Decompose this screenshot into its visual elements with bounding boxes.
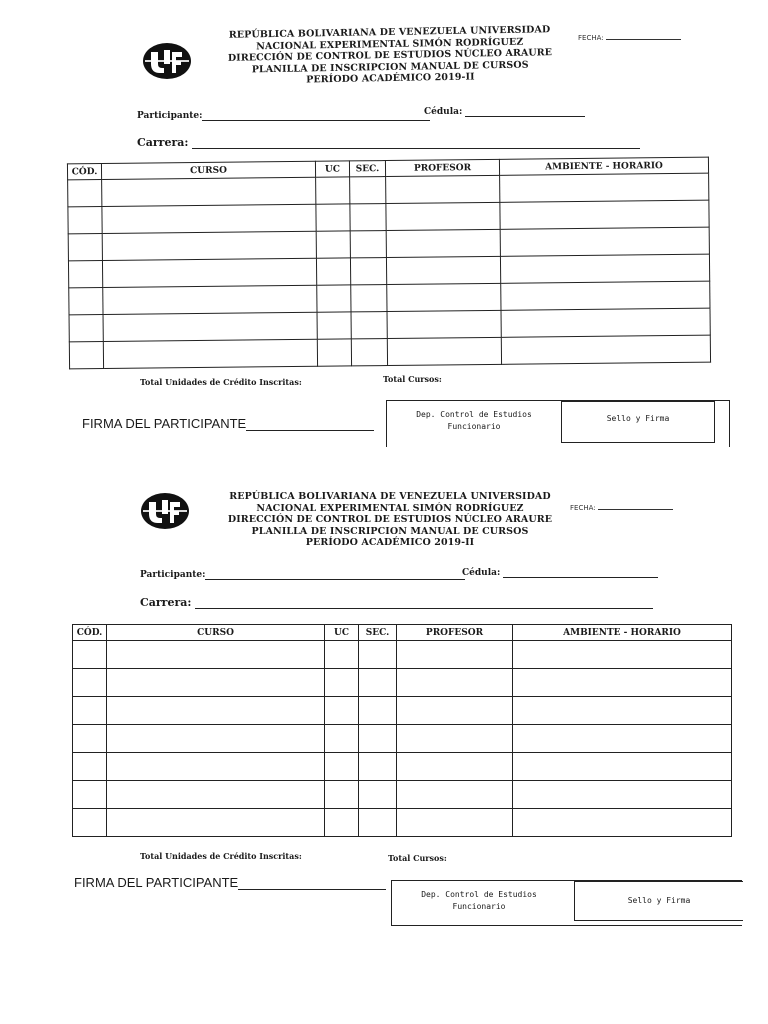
table-cell[interactable] xyxy=(397,809,513,837)
total-uc-label: Total Unidades de Crédito Inscritas: xyxy=(140,851,302,861)
table-cell[interactable] xyxy=(386,256,500,284)
dep-line-1: Dep. Control de Estudios xyxy=(421,890,537,899)
table-cell[interactable] xyxy=(68,207,102,234)
table-row xyxy=(73,641,732,669)
table-cell[interactable] xyxy=(359,809,397,837)
table-cell[interactable] xyxy=(500,227,709,256)
table-cell[interactable] xyxy=(387,310,501,338)
table-cell[interactable] xyxy=(103,339,317,368)
table-row xyxy=(73,753,732,781)
table-cell[interactable] xyxy=(102,258,316,287)
header-line-4: PLANILLA DE INSCRIPCION MANUAL DE CURSOS xyxy=(251,59,529,75)
table-cell[interactable] xyxy=(501,335,710,364)
table-cell[interactable] xyxy=(500,254,709,283)
table-cell[interactable] xyxy=(325,725,359,753)
fecha-label: FECHA: xyxy=(570,504,596,512)
participante-field[interactable] xyxy=(137,111,430,121)
header-line-2: NACIONAL EXPERIMENTAL SIMÓN RODRÍGUEZ xyxy=(256,36,524,52)
table-cell[interactable] xyxy=(73,725,107,753)
table-cell[interactable] xyxy=(73,697,107,725)
table-cell[interactable] xyxy=(386,202,500,230)
table-cell[interactable] xyxy=(316,204,350,231)
table-cell[interactable] xyxy=(359,725,397,753)
carrera-label: Carrera: xyxy=(140,596,192,609)
table-cell[interactable] xyxy=(316,177,350,204)
unesr-logo xyxy=(142,42,192,80)
sello-firma-box[interactable]: Sello y Firma xyxy=(574,881,743,921)
col-ambiente-horario: AMBIENTE - HORARIO xyxy=(499,157,708,175)
dep-control-estudios xyxy=(392,881,566,925)
dep-line-2: Funcionario xyxy=(447,422,501,431)
table-cell[interactable] xyxy=(513,697,732,725)
col-uc: UC xyxy=(315,161,349,177)
table-cell[interactable] xyxy=(397,725,513,753)
table-cell[interactable] xyxy=(513,641,732,669)
table-cell[interactable] xyxy=(316,231,350,258)
fecha-field[interactable] xyxy=(578,34,681,42)
header-line-5: PERÍODO ACADÉMICO 2019-II xyxy=(306,71,475,86)
firma-participante[interactable] xyxy=(82,416,374,431)
table-cell[interactable] xyxy=(359,753,397,781)
table-cell[interactable] xyxy=(69,341,103,368)
col-sec: SEC. xyxy=(349,161,385,177)
table-cell[interactable] xyxy=(325,697,359,725)
cedula-blank[interactable] xyxy=(503,577,658,578)
table-cell[interactable] xyxy=(397,781,513,809)
table-cell[interactable] xyxy=(103,285,317,314)
dep-control-estudios xyxy=(387,401,561,447)
table-cell[interactable] xyxy=(513,809,732,837)
table-cell[interactable] xyxy=(386,175,500,203)
participante-blank[interactable] xyxy=(205,579,465,580)
table-cell[interactable] xyxy=(317,339,351,366)
table-cell[interactable] xyxy=(501,281,710,310)
carrera-blank[interactable] xyxy=(192,148,640,149)
table-cell[interactable] xyxy=(107,669,325,697)
table-cell[interactable] xyxy=(359,669,397,697)
table-cell[interactable] xyxy=(69,314,103,341)
table-cell[interactable] xyxy=(351,339,387,366)
table-row xyxy=(69,335,710,369)
table-cell[interactable] xyxy=(397,753,513,781)
form-header xyxy=(205,24,576,88)
courses-table xyxy=(72,624,732,837)
firma-blank[interactable] xyxy=(238,889,386,890)
registration-form-1 xyxy=(0,0,768,470)
participante-field[interactable] xyxy=(140,570,465,580)
form-header xyxy=(205,491,575,549)
table-row xyxy=(73,809,732,837)
courses-table xyxy=(67,157,711,370)
control-estudios-box xyxy=(386,400,730,447)
cedula-blank[interactable] xyxy=(465,116,585,117)
table-row xyxy=(73,669,732,697)
table-cell[interactable] xyxy=(107,641,325,669)
table-cell[interactable] xyxy=(386,229,500,257)
header-line-3: DIRECCIÓN DE CONTROL DE ESTUDIOS NÚCLEO ARAURE xyxy=(227,47,553,64)
table-row xyxy=(73,781,732,809)
table-cell[interactable] xyxy=(513,753,732,781)
table-cell[interactable] xyxy=(107,809,325,837)
table-cell[interactable] xyxy=(500,200,709,229)
participante-label: Participante: xyxy=(137,111,203,121)
col-uc: UC xyxy=(325,625,359,641)
table-cell[interactable] xyxy=(316,258,350,285)
participante-label: Participante: xyxy=(140,570,206,580)
table-cell[interactable] xyxy=(69,287,103,314)
header-line-4: PLANILLA DE INSCRIPCION MANUAL DE CURSOS xyxy=(251,525,529,537)
table-cell[interactable] xyxy=(73,753,107,781)
fecha-label: FECHA: xyxy=(578,34,604,42)
firma-participante[interactable] xyxy=(74,875,386,890)
table-cell[interactable] xyxy=(103,312,317,341)
table-cell[interactable] xyxy=(351,312,387,339)
table-cell[interactable] xyxy=(107,697,325,725)
table-cell[interactable] xyxy=(107,753,325,781)
table-row xyxy=(73,725,732,753)
table-cell[interactable] xyxy=(73,669,107,697)
col-ambiente-horario: AMBIENTE - HORARIO xyxy=(513,625,732,641)
table-cell[interactable] xyxy=(387,283,501,311)
header-line-5: PERÍODO ACADÉMICO 2019-II xyxy=(305,537,475,548)
table-cell[interactable] xyxy=(317,312,351,339)
table-cell[interactable] xyxy=(325,641,359,669)
table-cell[interactable] xyxy=(325,809,359,837)
table-cell[interactable] xyxy=(397,641,513,669)
table-cell[interactable] xyxy=(359,781,397,809)
unesr-logo xyxy=(140,492,190,530)
col-cod: CÓD. xyxy=(67,164,101,180)
table-cell[interactable] xyxy=(397,669,513,697)
header-line-1: REPÚBLICA BOLIVARIANA DE VENEZUELA UNIVERSIDAD xyxy=(229,491,551,502)
header-line-3: DIRECCIÓN DE CONTROL DE ESTUDIOS NÚCLEO ARAURE xyxy=(227,514,553,525)
table-cell[interactable] xyxy=(73,809,107,837)
firma-label: FIRMA DEL PARTICIPANTE xyxy=(82,416,247,431)
table-cell[interactable] xyxy=(68,180,102,207)
col-curso: CURSO xyxy=(101,161,315,179)
table-cell[interactable] xyxy=(68,261,102,288)
table-cell[interactable] xyxy=(350,258,386,285)
cedula-field[interactable] xyxy=(462,568,658,578)
col-profesor: PROFESOR xyxy=(385,159,499,176)
table-cell[interactable] xyxy=(73,781,107,809)
table-cell[interactable] xyxy=(325,781,359,809)
total-uc-label: Total Unidades de Crédito Inscritas: xyxy=(140,377,302,387)
table-header-row xyxy=(73,625,732,641)
header-line-2: NACIONAL EXPERIMENTAL SIMÓN RODRÍGUEZ xyxy=(256,502,524,514)
table-cell[interactable] xyxy=(350,177,386,204)
table-cell[interactable] xyxy=(501,308,710,337)
table-cell[interactable] xyxy=(351,285,387,312)
sello-firma-box[interactable]: Sello y Firma xyxy=(561,401,715,443)
table-cell[interactable] xyxy=(325,753,359,781)
col-sec: SEC. xyxy=(359,625,397,641)
table-cell[interactable] xyxy=(500,173,709,202)
carrera-label: Carrera: xyxy=(137,136,189,149)
table-cell[interactable] xyxy=(350,204,386,231)
registration-form-2 xyxy=(0,470,768,950)
dep-line-1: Dep. Control de Estudios xyxy=(416,410,532,419)
carrera-blank[interactable] xyxy=(195,608,653,609)
cedula-label: Cédula: xyxy=(462,568,501,578)
header-line-1: REPÚBLICA BOLIVARIANA DE VENEZUELA UNIVERSIDAD xyxy=(228,24,551,41)
col-curso: CURSO xyxy=(107,625,325,641)
table-cell[interactable] xyxy=(397,697,513,725)
table-cell[interactable] xyxy=(73,641,107,669)
col-cod: CÓD. xyxy=(73,625,107,641)
fecha-blank[interactable] xyxy=(598,509,673,510)
carrera-field[interactable] xyxy=(140,596,653,609)
firma-blank[interactable] xyxy=(246,430,374,431)
total-cursos-label: Total Cursos: xyxy=(383,374,442,384)
firma-label: FIRMA DEL PARTICIPANTE xyxy=(74,875,239,890)
table-cell[interactable] xyxy=(317,285,351,312)
table-cell[interactable] xyxy=(359,641,397,669)
fecha-blank[interactable] xyxy=(606,39,681,40)
fecha-field[interactable] xyxy=(570,504,673,512)
dep-line-2: Funcionario xyxy=(452,902,506,911)
table-row xyxy=(73,697,732,725)
table-cell[interactable] xyxy=(350,231,386,258)
table-cell[interactable] xyxy=(107,725,325,753)
table-cell[interactable] xyxy=(68,234,102,261)
control-estudios-box xyxy=(391,880,742,926)
col-profesor: PROFESOR xyxy=(397,625,513,641)
cedula-field[interactable] xyxy=(424,107,585,117)
table-cell[interactable] xyxy=(325,669,359,697)
table-cell[interactable] xyxy=(513,781,732,809)
carrera-field[interactable] xyxy=(137,136,640,149)
table-cell[interactable] xyxy=(102,231,316,260)
participante-blank[interactable] xyxy=(202,120,430,121)
table-cell[interactable] xyxy=(102,204,316,233)
table-cell[interactable] xyxy=(513,725,732,753)
total-cursos-label: Total Cursos: xyxy=(388,853,447,863)
table-cell[interactable] xyxy=(387,337,501,365)
cedula-label: Cédula: xyxy=(424,107,463,117)
table-cell[interactable] xyxy=(107,781,325,809)
table-cell[interactable] xyxy=(102,177,316,206)
table-cell[interactable] xyxy=(359,697,397,725)
table-cell[interactable] xyxy=(513,669,732,697)
